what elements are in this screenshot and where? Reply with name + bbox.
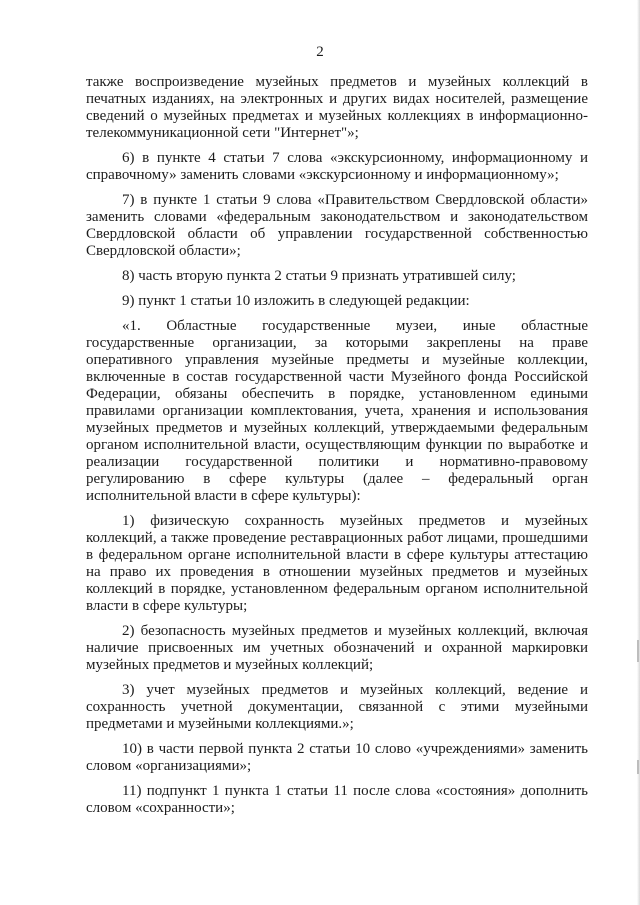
paragraph-item-9: 9) пункт 1 статьи 10 изложить в следующей редакции:: [122, 293, 470, 309]
paragraph-item-6: 6) в пункте 4 статьи 7 слова «экскурсионному, информационному и справочному» заменить словами «экскурсионному и информационному»;: [86, 150, 588, 183]
paragraph-continuation: также воспроизведение музейных предметов и музейных коллекций в печатных изданиях, на электронных и других видах носителей, размещение сведений о музейных предметах и музейных коллекциях в информационно-телекоммуникационной сети "Интернет"»;: [86, 74, 588, 141]
scan-artifact: [637, 760, 639, 774]
paragraph-quoted-clause-1: «1. Областные государственные музеи, иные областные государственные организации, за которыми закреплены на праве оперативного управления музейные предметы и музейные коллекции, включенные в состав государственной части Музейного фонда Российской Федерации, обязаны обеспечить в порядке, установленном едиными правилами организации комплектования, учета, хранения и использования музейных предметов и музейных коллекций, утверждаемыми федеральным органом исполнительной власти, осуществляющим функции по выработке и реализации государственной политики и нормативно-правовому регулированию в сфере культуры (далее – федеральный орган исполнительной власти в сфере культуры):: [86, 318, 588, 504]
paragraph-item-8: 8) часть вторую пункта 2 статьи 9 признать утратившей силу;: [122, 268, 516, 284]
paragraph-subitem-3: 3) учет музейных предметов и музейных коллекций, ведение и сохранность учетной документации, связанной с этими музейными предметами и музейными коллекциями.»;: [86, 682, 588, 732]
paragraph-subitem-1: 1) физическую сохранность музейных предметов и музейных коллекций, а также проведение реставрационных работ лицами, прошедшими в федеральном органе исполнительной власти в сфере культуры аттестацию на право их проведения в отношении музейных предметов и музейных коллекций в порядке, установленном федеральным органом исполнительной власти в сфере культуры;: [86, 513, 588, 614]
paragraph-item-7: 7) в пункте 1 статьи 9 слова «Правительством Свердловской области» заменить словами «федеральным законодательством и законодательством Свердловской области об управлении государственной собственностью Свердловской области»;: [86, 192, 588, 259]
paragraph-item-11: 11) подпункт 1 пункта 1 статьи 11 после слова «состояния» дополнить словом «сохранности»;: [86, 783, 588, 816]
paragraph-item-10: 10) в части первой пункта 2 статьи 10 слово «учреждениями» заменить словом «организациями»;: [86, 741, 588, 774]
document-body: [86, 74, 588, 825]
scan-artifact: [637, 640, 639, 662]
page-number: 2: [316, 44, 324, 60]
paragraph-subitem-2: 2) безопасность музейных предметов и музейных коллекций, включая наличие присвоенных им учетных обозначений и охранной маркировки музейных предметов и музейных коллекций;: [86, 623, 588, 673]
